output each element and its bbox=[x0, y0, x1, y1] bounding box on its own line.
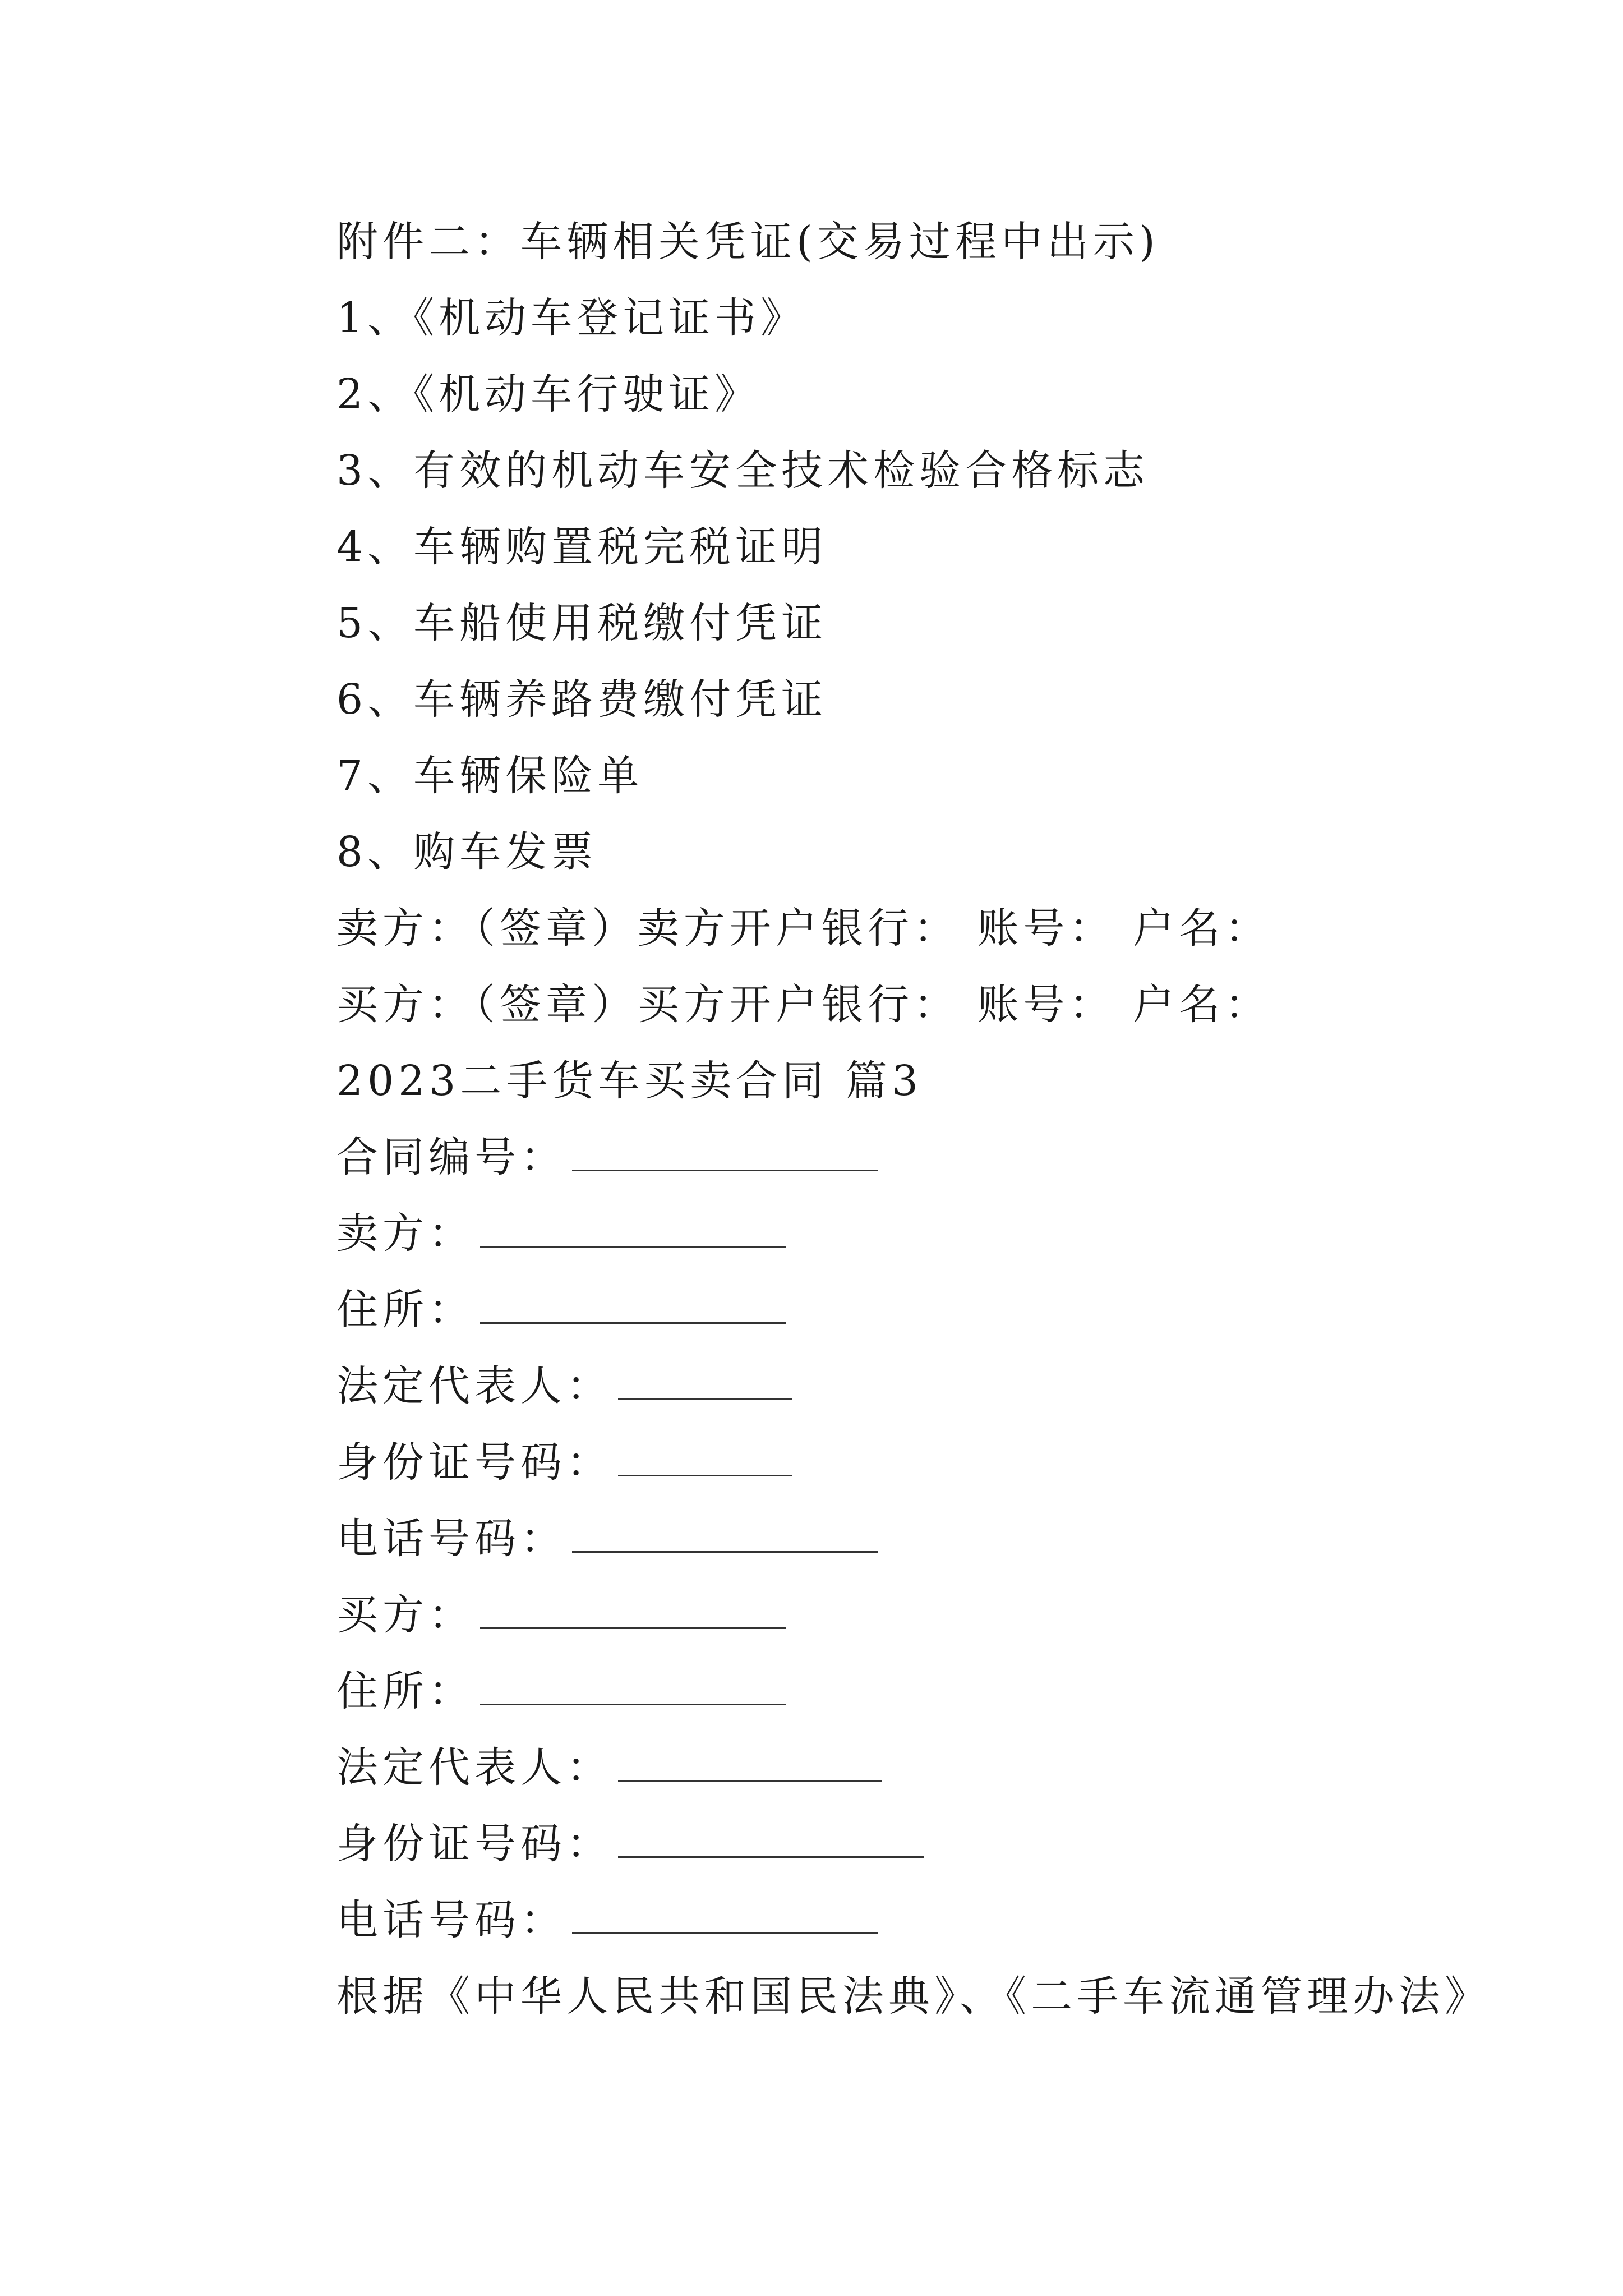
field-label: 住所： bbox=[336, 1286, 474, 1334]
list-item: 1、《机动车登记证书》 bbox=[336, 294, 807, 342]
attachment-heading: 附件二：车辆相关凭证(交易过程中出示) bbox=[336, 218, 1160, 266]
buyer-representative-field bbox=[336, 1737, 882, 1798]
fill-blank bbox=[572, 1517, 878, 1553]
fill-blank bbox=[480, 1212, 786, 1248]
seller-address-field bbox=[336, 1279, 786, 1341]
list-item: 2、《机动车行驶证》 bbox=[336, 370, 761, 418]
list-item: 6、车辆养路费缴付凭证 bbox=[336, 675, 828, 724]
fill-blank bbox=[618, 1365, 792, 1400]
buyer-phone-field bbox=[336, 1889, 878, 1951]
section-title: 2023二手货车买卖合同 篇3 bbox=[336, 1057, 923, 1105]
field-label: 法定代表人： bbox=[336, 1362, 612, 1410]
fill-blank bbox=[480, 1289, 786, 1324]
fill-blank bbox=[480, 1594, 786, 1629]
fill-blank bbox=[618, 1746, 882, 1782]
field-label: 身份证号码： bbox=[336, 1438, 612, 1487]
legal-basis-text: 根据《中华人民共和国民法典》、《二手车流通管理办法》 bbox=[336, 1972, 1491, 2021]
seller-signature-line: 卖方：（签章）卖方开户银行： 账号： 户名： bbox=[336, 904, 1271, 953]
fill-blank bbox=[618, 1823, 924, 1858]
seller-id-field bbox=[336, 1432, 792, 1493]
field-label: 合同编号： bbox=[336, 1133, 566, 1181]
field-label: 卖方： bbox=[336, 1209, 474, 1258]
contract-number-field bbox=[336, 1126, 878, 1188]
buyer-id-field bbox=[336, 1813, 924, 1875]
fill-blank bbox=[572, 1899, 878, 1934]
fill-blank bbox=[572, 1136, 878, 1171]
buyer-address-field bbox=[336, 1660, 786, 1722]
list-item: 7、车辆保险单 bbox=[336, 752, 644, 800]
list-item: 8、购车发票 bbox=[336, 828, 598, 876]
buyer-signature-line: 买方：（签章）买方开户银行： 账号： 户名： bbox=[336, 981, 1271, 1029]
list-item: 5、车船使用税缴付凭证 bbox=[336, 599, 828, 647]
field-label: 身份证号码： bbox=[336, 1820, 612, 1868]
buyer-field bbox=[336, 1584, 786, 1646]
field-label: 法定代表人： bbox=[336, 1743, 612, 1792]
fill-blank bbox=[618, 1441, 792, 1476]
seller-field bbox=[336, 1203, 786, 1264]
field-label: 电话号码： bbox=[336, 1896, 566, 1944]
field-label: 住所： bbox=[336, 1667, 474, 1715]
field-label: 电话号码： bbox=[336, 1515, 566, 1563]
fill-blank bbox=[480, 1670, 786, 1705]
seller-phone-field bbox=[336, 1508, 878, 1570]
list-item: 4、车辆购置税完税证明 bbox=[336, 523, 828, 571]
list-item: 3、有效的机动车安全技术检验合格标志 bbox=[336, 447, 1150, 495]
field-label: 买方： bbox=[336, 1591, 474, 1639]
seller-representative-field bbox=[336, 1355, 792, 1417]
